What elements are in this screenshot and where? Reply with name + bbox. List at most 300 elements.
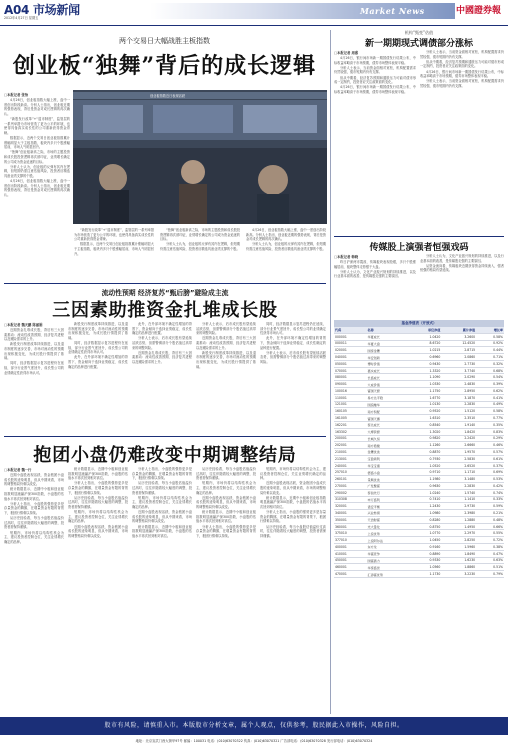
table-cell: 260101 — [334, 476, 366, 483]
table-header-cell: 增长率 — [476, 327, 504, 333]
table-cell: 0.8890 — [408, 550, 442, 557]
paragraph: 统计数据显示，近期中小板和创业板指数明显跑赢沪深300指数，小盘股的估值水平再次回到相对高位。 — [196, 510, 256, 524]
table-cell: 0.9520 — [408, 408, 442, 415]
masthead — [0, 0, 508, 26]
trading-floor-photo — [73, 90, 327, 224]
table-cell: 泰信先行 — [366, 489, 407, 496]
table-cell: 2.8250 — [441, 537, 476, 544]
table-cell: 040001 — [334, 354, 366, 361]
table-cell: 0.55% — [476, 530, 504, 537]
paragraph: 此外，在外部环境不确定性增加的背景下，资金倾向于选择业绩稳定、成长性确定的品种进行配置。 — [132, 322, 192, 336]
table-row — [334, 557, 504, 564]
table-cell: 0.9330 — [408, 557, 442, 564]
table-cell: 375010 — [334, 530, 366, 537]
section-divider — [4, 283, 326, 284]
footer-contact-info: 地址：北京宣武门西大街甲97号 邮编：100031 电话：(010)63070322 传真：(010)63070321 广告部电话：(010)63070328 发行部电话：(010)63070324 — [135, 739, 373, 743]
right-story1-col1 — [334, 56, 416, 232]
paragraph: 4月26日，创业板指数大幅上涨，盘中一度创出阶段新高。分析人士指出，创业板近期的强势表现，背后是资金对成长逻辑的再次确认。 — [4, 179, 70, 197]
table-row — [334, 347, 504, 354]
paragraph: 近期小盘股表现活跃，资金抱团小盘成长股的迹象明显，但从中期来看，市场的调整格局仍难以改变。 — [68, 524, 128, 538]
table-cell: 0.72% — [476, 537, 504, 544]
paragraph: 从历史经验看，每当小盘股估值溢价过高时，往往伴随着较大幅度的调整，投资者需保持谨慎。 — [132, 481, 192, 495]
table-cell: 0.49% — [476, 401, 504, 408]
table-cell: 0.9710 — [408, 469, 442, 476]
table-cell: 0.46% — [476, 442, 504, 449]
table-cell: 嘉实成长 — [366, 367, 407, 374]
table-header-cell: 单位净值 — [408, 327, 442, 333]
paragraph: 分析人士指出，小盘股的强势更多是存量资金的腾挪，在增量资金有限的背景下，抱团行情难以持续。 — [4, 501, 64, 515]
table-cell: 200001 — [334, 435, 366, 442]
table-cell: 0.58% — [476, 408, 504, 415]
right-story1-byline: □本报记者 周睿 — [334, 51, 359, 55]
table-cell: 1.0450 — [408, 537, 442, 544]
paragraph: 短期内，市场仍将以结构性机会为主，建议投资者控制仓位，关注业绩增长确定的品种。 — [260, 467, 326, 481]
table-cell: 0.83% — [476, 428, 504, 435]
table-cell: 2.8715 — [441, 347, 476, 354]
story1-title: 创业板“独舞”背后的成长逻辑 — [12, 53, 317, 79]
story1-col4 — [246, 228, 326, 280]
table-cell: 100016 — [334, 388, 366, 395]
table-cell: 320001 — [334, 503, 366, 510]
table-row — [334, 435, 504, 442]
paragraph: 从历史经验看，每当小盘股估值溢价过高时，往往伴随着较大幅度的调整，投资者需保持谨慎。 — [196, 467, 256, 481]
table-cell: 华安创新 — [366, 354, 407, 361]
table-cell: 0.9820 — [408, 435, 442, 442]
table-cell: 0.51% — [476, 564, 504, 571]
table-cell: 大成价值 — [366, 381, 407, 388]
table-cell: 213001 — [334, 455, 366, 462]
table-cell: 450001 — [334, 557, 366, 564]
table-cell: 1.0520 — [408, 462, 442, 469]
story1-kicker: 两个交易日大幅战胜主板指数 — [119, 37, 210, 45]
right-story2-col2 — [420, 254, 504, 316]
table-cell: 000001 — [334, 333, 366, 340]
story2-title: 三因素助推资金扎堆成长股 — [52, 300, 278, 321]
paragraph: 近期资金扎堆成长股，背后有三大因素推动：流动性改善预期、经济复苏进程以及避险需求的上升。 — [4, 328, 64, 342]
table-cell: 12.4520 — [441, 340, 476, 347]
paragraph: 此外，在外部环境不确定性增加的背景下，资金倾向于选择业绩稳定、成长性确定的品种进行配置。 — [260, 336, 326, 350]
table-cell: 070001 — [334, 367, 366, 374]
story1-col1 — [4, 98, 70, 280]
table-cell: 000011 — [334, 340, 366, 347]
table-cell: 博时价值 — [366, 360, 407, 367]
table-cell: 2.3980 — [441, 510, 476, 517]
paragraph: 分析人士指出，小盘股的强势更多是存量资金的腾挪，在增量资金有限的背景下，抱团行情难以持续。 — [260, 510, 326, 524]
table-cell: 申万盛利 — [366, 496, 407, 503]
table-cell: 0.44% — [476, 347, 504, 354]
table-cell: 2.7730 — [441, 360, 476, 367]
table-cell: 2.2830 — [441, 401, 476, 408]
table-row — [334, 455, 504, 462]
table-cell: 诺安平衡 — [366, 503, 407, 510]
table-cell: 0.33% — [476, 496, 504, 503]
table-cell: 1.9570 — [441, 449, 476, 456]
table-row — [334, 496, 504, 503]
paragraph: 从资金流向看，传媒板块近期获得资金持续流入，强者恒强的格局有望延续。 — [420, 263, 504, 273]
paragraph: 4月26日，银行间市场新一期国债发行结果公布，中标收益率略高于市场预期，债券市场整体表现平稳。 — [420, 69, 504, 79]
table-cell: 290002 — [334, 489, 366, 496]
table-cell: 3.2600 — [441, 333, 476, 340]
right-story2-title: 传媒股上演强者恒强戏码 — [369, 243, 469, 253]
paragraph: 近期小盘股表现活跃，资金抱团小盘成长股的迹象明显，但从中期来看，市场的调整格局仍难以改变。 — [196, 495, 256, 509]
section-divider — [4, 436, 326, 437]
paragraph: “新股发行改革”+“退市制度”，监管层的一系列举措为市场营造了更为公平的环境，也使得具备真实成长性的公司重新获得资金青睐。 — [74, 228, 154, 242]
story3-title: 抱团小盘仍难改变中期调整结局 — [33, 445, 297, 466]
paragraph: 分析人士表示，当前资金面相对宽松，机构配置需求仍然较强，债市短期内仍有支撑。 — [420, 50, 504, 59]
table-cell: 0.92% — [476, 340, 504, 347]
table-cell: 东方龙 — [366, 544, 407, 551]
story3-col2 — [68, 467, 128, 713]
table-cell: 160105 — [334, 408, 366, 415]
table-row — [334, 564, 504, 571]
table-row — [334, 333, 504, 340]
page-label: A04 市场新闻 — [4, 3, 80, 17]
table-row — [334, 516, 504, 523]
table-cell: 1.2880 — [441, 516, 476, 523]
story1-col3 — [160, 228, 240, 280]
table-cell: 1.0130 — [408, 401, 442, 408]
table-cell: 0.62% — [476, 388, 504, 395]
table-cell: 0.53% — [476, 476, 504, 483]
table-cell: 1.9140 — [441, 421, 476, 428]
table-cell: 长盛成长 — [366, 374, 407, 381]
paragraph: 分析人士指出，小盘股的强势更多是存量资金的腾挪，在增量资金有限的背景下，抱团行情难以持续。 — [132, 467, 192, 481]
date-line: 2012年4月27日 星期五 — [4, 16, 39, 20]
table-cell: 121001 — [334, 401, 366, 408]
paragraph: 统计数据显示，近期中小板和创业板指数明显跑赢沪深300指数，小盘股的估值水平再次回到相对高位。 — [260, 495, 326, 509]
table-cell: 景顺优选 — [366, 476, 407, 483]
table-cell: 202001 — [334, 442, 366, 449]
table-row — [334, 510, 504, 517]
table-cell: 0.71% — [476, 354, 504, 361]
table-row — [334, 442, 504, 449]
paragraph: 4月26日，创业板指数大幅上涨，盘中一度创出阶段新高。分析人士指出，创业板近期的强势表现，背后是资金对成长逻辑的再次确认。 — [4, 98, 70, 116]
paragraph: 新股发行制度改革持续推进，以及退市制度的逐步完善，市场对流动性的预期出现积极变化，为成长股行情提供了基础。 — [196, 350, 256, 369]
table-cell: 050001 — [334, 360, 366, 367]
right-story1-kicker: 机构“甄变”估值 — [404, 30, 434, 35]
story2-col2 — [68, 322, 128, 434]
table-cell: 410001 — [334, 550, 366, 557]
paragraph: 数据显示，近两个交易日创业板指数累计涨幅明显大于主板指数，板块内多只个股涨幅居前，市场人气明显回升。 — [4, 135, 70, 150]
paragraph: 分析人士认为，文化产业振兴规划的持续推进，以及行业基本面的改善，是传媒股走强的主要原因。 — [420, 254, 504, 263]
table-cell: 2.6520 — [441, 462, 476, 469]
table-row — [334, 360, 504, 367]
table-cell: 310308 — [334, 496, 366, 503]
table-cell: 易方达平稳 — [366, 394, 407, 401]
column-divider — [330, 30, 331, 714]
paragraph: 近期资金扎堆成长股，背后有三大因素推动：流动性改善预期、经济复苏进程以及避险需求的上升。 — [132, 350, 192, 364]
section-name: 市场新闻 — [32, 3, 80, 17]
table-row — [334, 523, 504, 530]
story2-col4 — [196, 322, 256, 434]
paragraph: 4月26日，银行间市场新一期国债发行结果公布，中标收益率略高于市场预期，债券市场整体表现平稳。 — [334, 85, 416, 94]
paragraph: “独舞”创业板新高之际，市场的主题投资和成长股投资逻辑再次被印证，业绩增长确定的公司成为资金追逐的目标。 — [4, 150, 70, 164]
table-cell: 0.32% — [476, 360, 504, 367]
table-header-cell: 名称 — [366, 327, 407, 333]
paragraph: 短期内，市场仍将以结构性机会为主，建议投资者控制仓位，关注业绩增长确定的品种。 — [132, 495, 192, 509]
table-cell: 国泰金鹰 — [366, 347, 407, 354]
table-cell: 南方稳健 — [366, 442, 407, 449]
table-cell: 0.38% — [476, 544, 504, 551]
paragraph: 近期资金扎堆成长股，背后有三大因素推动：流动性改善预期、经济复苏进程以及避险需求的上升。 — [196, 336, 256, 350]
story2-col1 — [4, 328, 64, 434]
table-cell: 0.47% — [476, 550, 504, 557]
table-cell: 0.69% — [476, 469, 504, 476]
table-cell: 1.0240 — [408, 489, 442, 496]
paragraph: 分析人士认为，创业板的反弹有其内在逻辑，但短期仍需注意估值风险，投资者应精选具备业绩支撑的个股。 — [160, 242, 240, 251]
right-story1-title: 新一期期现式调债部分涨标 — [364, 39, 473, 49]
table-cell: 泰达成长 — [366, 421, 407, 428]
table-cell: 1.3020 — [408, 428, 442, 435]
table-cell: 162201 — [334, 421, 366, 428]
table-cell: 华宝宝康 — [366, 462, 407, 469]
table-cell: 0.54% — [476, 374, 504, 381]
paragraph: 从历史经验看，每当小盘股估值溢价过高时，往往伴随着较大幅度的调整，投资者需保持谨慎。 — [68, 495, 128, 509]
table-cell: 长城久恒 — [366, 435, 407, 442]
table-cell: 3.1870 — [441, 394, 476, 401]
table-cell: 1.8490 — [441, 550, 476, 557]
table-cell: 3.2230 — [441, 571, 476, 578]
table-cell: 350001 — [334, 516, 366, 523]
table-cell: 1.6230 — [441, 557, 476, 564]
paragraph: 但从中期看，经济复苏预期和通胀压力可能对债市形成一定制约，投资者应关注政策面的变化。 — [334, 75, 416, 85]
table-cell: 020001 — [334, 347, 366, 354]
table-cell: 1.1980 — [408, 476, 442, 483]
paragraph: 近期小盘股表现活跃，资金抱团小盘成长股的迹象明显，但从中期来看，市场的调整格局仍难以改变。 — [4, 473, 64, 487]
fund-net-value-table — [334, 320, 504, 714]
table-cell: 163302 — [334, 428, 366, 435]
table-cell: 1.5960 — [441, 544, 476, 551]
paragraph: 从历史经验看，每当小盘股估值溢价过高时，往往伴随着较大幅度的调整，投资者需保持谨慎。 — [4, 516, 64, 530]
table-cell: 富国天源 — [366, 388, 407, 395]
story3-col3 — [132, 467, 192, 713]
paragraph: 短期内，市场仍将以结构性机会为主，建议投资者控制仓位，关注业绩增长确定的品种。 — [4, 530, 64, 544]
table-row — [334, 489, 504, 496]
table-cell: 0.79% — [476, 571, 504, 578]
table-cell: 南方积配 — [366, 408, 407, 415]
paragraph: 4月26日，银行间市场新一期国债发行结果公布，中标收益率略高于市场预期，债券市场整体表现平稳。 — [334, 56, 416, 65]
table-cell: 2.3510 — [441, 415, 476, 422]
table-row — [334, 374, 504, 381]
table-cell: 2.8950 — [441, 388, 476, 395]
table-row — [334, 449, 504, 456]
table-cell: 3.1480 — [441, 476, 476, 483]
table-cell: 0.63% — [476, 557, 504, 564]
table-cell: 2.0860 — [441, 354, 476, 361]
paragraph: 分析人士表示，当前资金面相对宽松，机构配置需求仍然较强，债市短期内仍有支撑。 — [334, 65, 416, 75]
table-cell: 金鹰优选 — [366, 449, 407, 456]
table-cell: 华富竞争 — [366, 550, 407, 557]
table-cell: 1.6310 — [408, 415, 442, 422]
table-cell: 1.1410 — [441, 496, 476, 503]
table-cell: 0.7930 — [408, 455, 442, 462]
paragraph: 分析人士认为，创业板的反弹有其内在逻辑，但短期仍需注意估值风险，投资者应精选具备业绩支撑的个股。 — [4, 164, 70, 178]
table-cell: 2.6660 — [441, 442, 476, 449]
paragraph: 分析人士表示，后市成长股有望延续活跃态势，但需警惕部分个股估值过高带来的调整风险。 — [260, 350, 326, 364]
paragraph: 从历史经验看，每当小盘股估值溢价过高时，往往伴随着较大幅度的调整，投资者需保持谨慎。 — [260, 524, 326, 538]
table-cell: 0.8280 — [408, 516, 442, 523]
table-cell: 1.1730 — [408, 571, 442, 578]
photo-illustration — [73, 90, 327, 224]
right-story2-byline: □本报记者 韩晓 — [334, 255, 359, 259]
table-cell: 2.2420 — [441, 435, 476, 442]
table-cell: 0.68% — [476, 367, 504, 374]
table-cell: 0.58% — [476, 333, 504, 340]
table-cell: 400001 — [334, 544, 366, 551]
table-cell: 0.35% — [476, 421, 504, 428]
table-cell: 2.5830 — [441, 455, 476, 462]
table-row — [334, 421, 504, 428]
paragraph: 昨日沪深两市震荡，传媒板块表现抢眼，多只个股涨幅居前，板块整体走势强于大盘。 — [334, 260, 416, 269]
table-cell: 光大量化 — [366, 523, 407, 530]
table-cell: 广发聚富 — [366, 482, 407, 489]
table-cell: 德盛小盘 — [366, 469, 407, 476]
table-row — [334, 401, 504, 408]
table-cell: 0.9630 — [408, 482, 442, 489]
story1-headline — [2, 36, 327, 80]
table-cell: 1.2430 — [408, 503, 442, 510]
table-row — [334, 571, 504, 578]
table-cell: 0.42% — [476, 482, 504, 489]
table-cell: 1.1750 — [408, 388, 442, 395]
table-cell: 0.8540 — [408, 421, 442, 428]
table-cell: 0.9430 — [408, 360, 442, 367]
paragraph: “新股发行改革”+“退市制度”，监管层的一系列举措为市场营造了更为公平的环境，也使得具备真实成长性的公司重新获得资金青睐。 — [4, 116, 70, 135]
paragraph: 4月26日，创业板指数大幅上涨，盘中一度创出阶段新高。分析人士指出，创业板近期的强势表现，背后是资金对成长逻辑的再次确认。 — [246, 228, 326, 242]
paragraph: 短期内，市场仍将以结构性机会为主，建议投资者控制仓位，关注业绩增长确定的品种。 — [196, 481, 256, 495]
table-cell: 340001 — [334, 510, 366, 517]
photo-caption-bar — [73, 92, 327, 99]
table-cell: 2.2970 — [441, 530, 476, 537]
table-cell: 360001 — [334, 523, 366, 530]
table-header-cell: 累计净值 — [441, 327, 476, 333]
risk-disclaimer-bar: 股市有风险，请慎重入市。本版股市分析文章，属个人观点，仅供参考，股民据此入市操作，风险自担。 — [0, 717, 508, 735]
table-cell: 257010 — [334, 469, 366, 476]
table-cell: 1.0770 — [408, 530, 442, 537]
table-cell: 1.1260 — [408, 442, 442, 449]
table-cell: 1.0560 — [408, 564, 442, 571]
table-cell: 0.57% — [476, 449, 504, 456]
story1-byline: □本报记者 张怡 — [4, 93, 29, 97]
table-cell: 0.77% — [476, 415, 504, 422]
table-cell: 2.9730 — [441, 503, 476, 510]
story2-kicker: 流动性预期 经济复苏“甄后膀”避险成主流 — [101, 289, 229, 297]
table-cell: 0.29% — [476, 435, 504, 442]
table-cell: 富国天惠 — [366, 415, 407, 422]
table-cell: 1.0420 — [408, 333, 442, 340]
table-cell: 240001 — [334, 462, 366, 469]
table-cell: 0.41% — [476, 394, 504, 401]
table-cell: 大摩资源 — [366, 428, 407, 435]
table-cell: 0.37% — [476, 462, 504, 469]
table-cell: 1.0215 — [408, 347, 442, 354]
table-cell: 上投阿尔法 — [366, 537, 407, 544]
table-row — [334, 503, 504, 510]
paragraph: 新股发行制度改革持续推进，以及退市制度的逐步完善，市场对流动性的预期出现积极变化，为成长股行情提供了基础。 — [68, 322, 128, 340]
table-cell: 华夏大盘 — [366, 340, 407, 347]
table-cell: 0.61% — [476, 455, 504, 462]
table-cell: 0.9160 — [408, 544, 442, 551]
section-divider — [334, 236, 504, 237]
table-cell: 0.6960 — [408, 354, 442, 361]
paragraph: 同时，经济数据显示复苏进程仍在延续，部分行业景气度回升，成长型公司的业绩确定性获得市场认可。 — [68, 340, 128, 355]
table-cell: 汇添富优势 — [366, 571, 407, 578]
table-cell: 0.8750 — [408, 523, 442, 530]
table-row — [334, 381, 504, 388]
table-cell: 0.7410 — [408, 496, 442, 503]
paragraph: 分析人士表示，后市成长股有望延续活跃态势，但需警惕部分个股估值过高带来的调整风险。 — [196, 322, 256, 336]
paragraph: 同时，经济数据显示复苏进程仍在延续，部分行业景气度回升，成长型公司的业绩确定性获得市场认可。 — [4, 361, 64, 375]
table-cell: 0.21% — [476, 510, 504, 517]
table-cell: 天治财富 — [366, 516, 407, 523]
story1-col2 — [74, 228, 154, 280]
table-cell: 上投优势 — [366, 530, 407, 537]
table-cell: 1.6770 — [408, 394, 442, 401]
story2-col5 — [260, 322, 326, 434]
paragraph: 此外，在外部环境不确定性增加的背景下，资金倾向于选择业绩稳定、成长性确定的品种进行配置。 — [68, 355, 128, 369]
table-cell: 3.7740 — [441, 367, 476, 374]
paragraph: 分析人士认为，创业板的反弹有其内在逻辑，但短期仍需注意估值风险，投资者应精选具备业绩支撑的个股。 — [246, 242, 326, 251]
table-row — [334, 482, 504, 489]
table-cell: 210001 — [334, 449, 366, 456]
table-cell: 华夏成长 — [366, 333, 407, 340]
table-row — [334, 340, 504, 347]
table-cell: 0.8870 — [408, 449, 442, 456]
table-cell: 国富潜力 — [366, 557, 407, 564]
table-cell: 1.0330 — [408, 381, 442, 388]
paragraph: 分析人士指出，小盘股的强势更多是存量资金的腾挪，在增量资金有限的背景下，抱团行情难以持续。 — [68, 481, 128, 495]
table-row — [334, 469, 504, 476]
table-cell: 1.8420 — [441, 428, 476, 435]
table-cell: 1.5120 — [441, 408, 476, 415]
table-cell: 470001 — [334, 571, 366, 578]
table-row — [334, 354, 504, 361]
story3-col1 — [4, 473, 64, 713]
table-cell: 090001 — [334, 381, 366, 388]
paragraph: 统计数据显示，近期中小板和创业板指数明显跑赢沪深300指数，小盘股的估值水平再次回到相对高位。 — [68, 467, 128, 481]
table-row — [334, 476, 504, 483]
table-row — [334, 462, 504, 469]
table-cell: 2.0290 — [441, 374, 476, 381]
paragraph: 近期小盘股表现活跃，资金抱团小盘成长股的迹象明显，但从中期来看，市场的调整格局仍难以改变。 — [132, 510, 192, 524]
table-cell: 1.5740 — [441, 489, 476, 496]
table-cell: 377010 — [334, 537, 366, 544]
paragraph: 统计数据显示，近期中小板和创业板指数明显跑赢沪深300指数，小盘股的估值水平再次回到相对高位。 — [132, 524, 192, 538]
paragraph: 分析人士表示，当前资金面相对宽松，机构配置需求仍然较强，债市短期内仍有支撑。 — [420, 79, 504, 88]
table-row — [334, 550, 504, 557]
paragraph: 统计数据显示，近期中小板和创业板指数明显跑赢沪深300指数，小盘股的估值水平再次回到相对高位。 — [4, 487, 64, 501]
right-story2-col1 — [334, 260, 416, 316]
table-cell: 0.74% — [476, 489, 504, 496]
story3-byline: □本报记者 魏一行 — [4, 468, 32, 472]
table-cell: 080001 — [334, 374, 366, 381]
right-story1-header — [334, 30, 504, 49]
table-cell: 0.59% — [476, 503, 504, 510]
table-cell: 2.4830 — [441, 381, 476, 388]
paragraph: 分析人士指出，小盘股的强势更多是存量资金的腾挪，在增量资金有限的背景下，抱团行情难以持续。 — [196, 524, 256, 538]
table-title: 基金净值表（开放式） — [334, 320, 504, 327]
table-row — [334, 537, 504, 544]
table-cell: 110001 — [334, 394, 366, 401]
table-row — [334, 367, 504, 374]
table-cell: 宝盈鸿利 — [366, 455, 407, 462]
table-row — [334, 530, 504, 537]
table-cell: 8.6720 — [408, 340, 442, 347]
table-cell: 0.66% — [476, 523, 504, 530]
table-cell: 1.0980 — [408, 510, 442, 517]
paragraph: 但从中期看，经济复苏预期和通胀压力可能对债市形成一定制约，投资者应关注政策面的变化。 — [420, 59, 504, 69]
table-cell: 华泰盛世 — [366, 564, 407, 571]
